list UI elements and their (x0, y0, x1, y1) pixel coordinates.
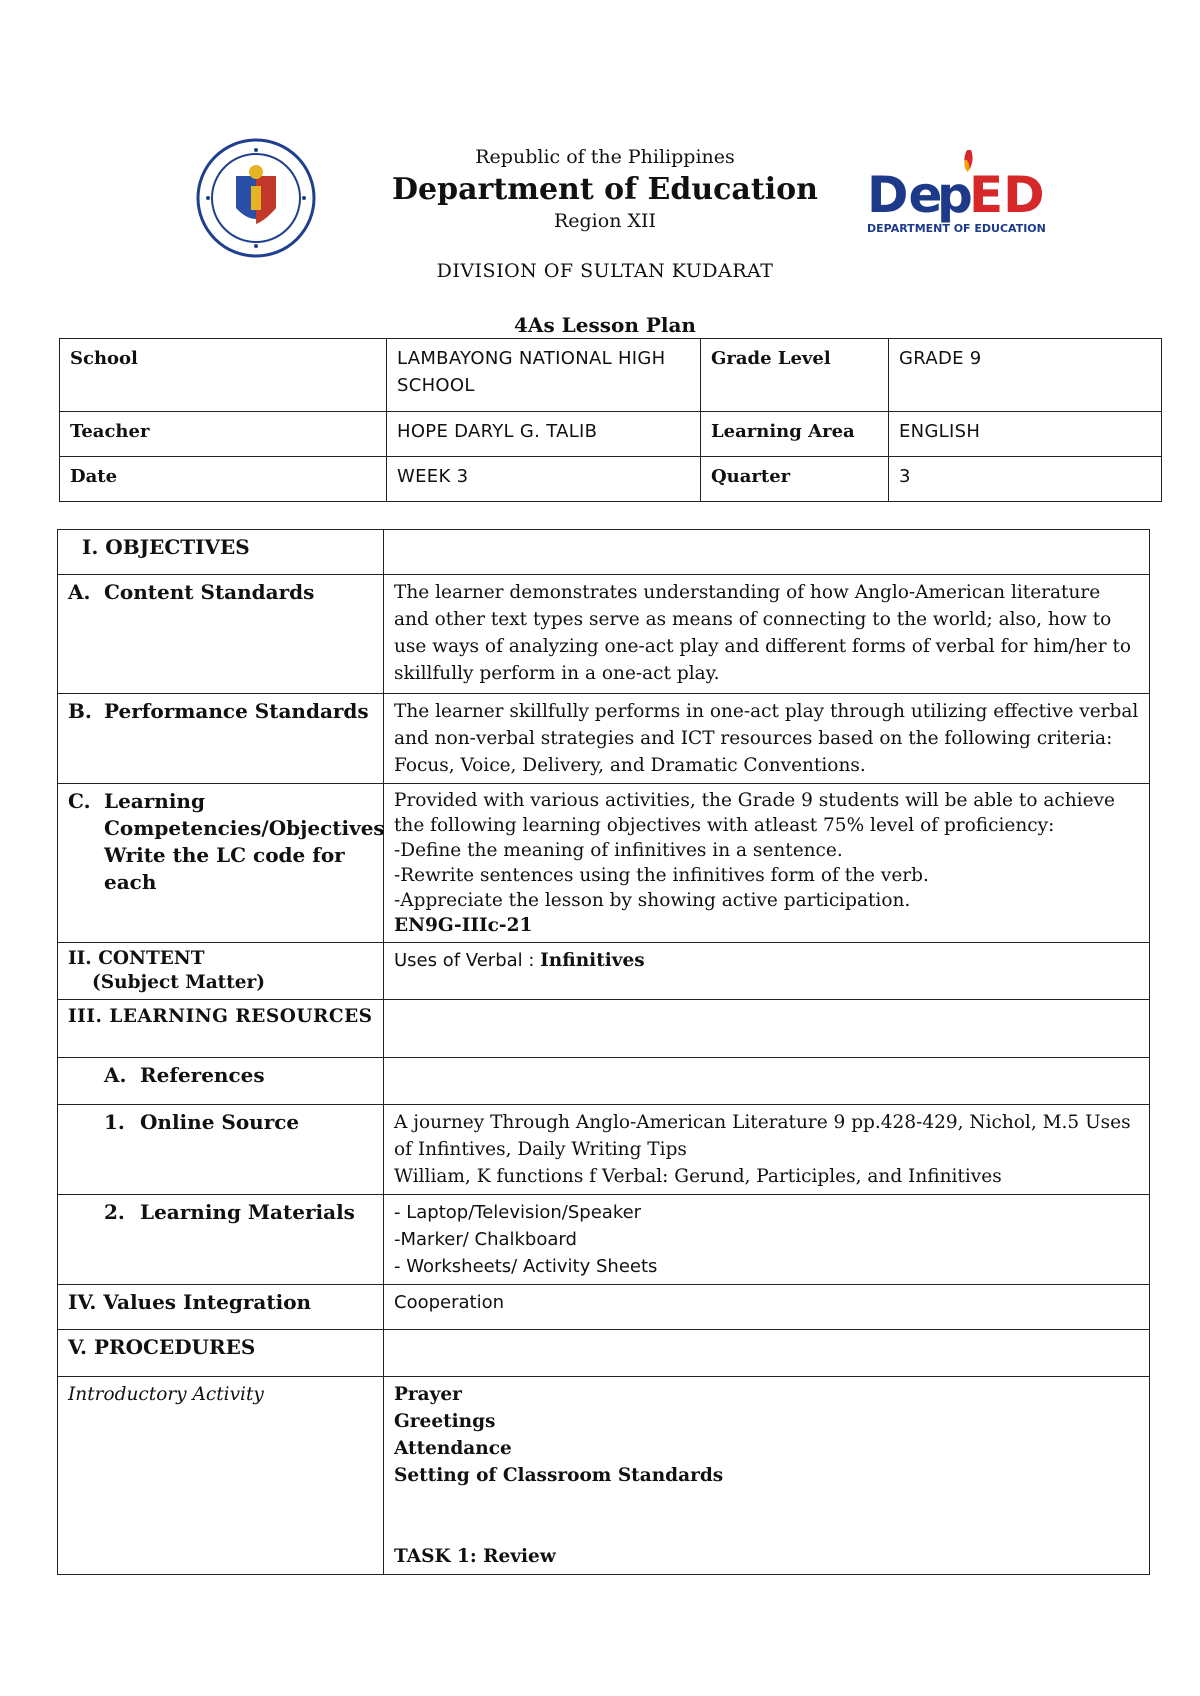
references-empty (384, 1058, 1150, 1105)
references-letter: A. (104, 1063, 127, 1087)
competencies-intro: Provided with various activities, the Grade 9 students will be able to achieve the following learning objectives with atleast 75% level of proficiency: (394, 790, 1115, 836)
school-value: LAMBAYONG NATIONAL HIGH SCHOOL (387, 339, 701, 412)
teacher-value: HOPE DARYL G. TALIB (387, 412, 701, 457)
intro-item: Setting of Classroom Standards (394, 1465, 724, 1486)
svg-text:ED: ED (969, 166, 1045, 224)
quarter-label: Quarter (701, 457, 889, 502)
learning-materials-content (384, 1195, 1150, 1285)
area-value: ENGLISH (889, 412, 1162, 457)
performance-standards-title: Performance Standards (104, 699, 369, 723)
header-division: DIVISION OF SULTAN KUDARAT (436, 260, 774, 282)
info-table (59, 338, 1162, 502)
material-item: - Worksheets/ Activity Sheets (394, 1256, 658, 1277)
references-label (58, 1058, 384, 1105)
header-republic: Republic of the Philippines (475, 146, 735, 168)
competencies-title: Learning Competencies/Objectives Write the LC code for each (104, 789, 385, 894)
date-value: WEEK 3 (387, 457, 701, 502)
school-label: School (60, 339, 387, 412)
content-value (384, 943, 1150, 1000)
online-source-line: A journey Through Anglo-American Literature 9 pp.428-429, Nichol, M.5 Uses of Infintives, Daily Writing Tips (394, 1112, 1131, 1160)
learning-materials-number: 2. (104, 1200, 125, 1224)
performance-standards-label (58, 694, 384, 784)
online-source-line: William, K functions f Verbal: Gerund, Participles, and Infinitives (394, 1166, 1002, 1187)
intro-item: Prayer (394, 1384, 462, 1405)
competency-item: -Define the meaning of infinitives in a sentence. (394, 840, 843, 861)
content-heading: II. CONTENT (68, 948, 205, 969)
content-standards-text: The learner demonstrates understanding of how Anglo-American literature and other text types serve as means of connecting to the world; also, how to use ways of analyzing one-act play and different forms of verbal for him/her to skillfully perform in a one-act play. (384, 575, 1150, 694)
grade-value: GRADE 9 (889, 339, 1162, 412)
svg-text:p: p (937, 166, 973, 224)
grade-label: Grade Level (701, 339, 889, 412)
procedures-heading: V. PROCEDURES (58, 1330, 384, 1377)
content-label (58, 943, 384, 1000)
competency-item: -Appreciate the lesson by showing active participation. (394, 890, 911, 911)
content-standards-label (58, 575, 384, 694)
competencies-label (58, 784, 384, 943)
quarter-value: 3 (889, 457, 1162, 502)
intro-item: Greetings (394, 1411, 496, 1432)
competencies-letter: C. (68, 789, 91, 813)
deped-logo-icon (865, 142, 1055, 242)
procedures-empty (384, 1330, 1150, 1377)
intro-spacer (394, 1489, 1139, 1543)
learning-resources-empty (384, 1000, 1150, 1058)
introductory-activity-label: Introductory Activity (58, 1377, 384, 1575)
lesson-plan-title: 4As Lesson Plan (514, 313, 696, 337)
material-item: - Laptop/Television/Speaker (394, 1202, 642, 1223)
intro-item: Attendance (394, 1438, 512, 1459)
competencies-content (384, 784, 1150, 943)
references-title: References (140, 1063, 265, 1087)
learning-materials-label (58, 1195, 384, 1285)
svg-text:DEPARTMENT OF EDUCATION: DEPARTMENT OF EDUCATION (867, 222, 1046, 235)
online-source-title: Online Source (140, 1110, 300, 1134)
date-label: Date (60, 457, 387, 502)
content-standards-title: Content Standards (104, 580, 315, 604)
objectives-heading: I. OBJECTIVES (58, 530, 384, 575)
header-department: Department of Education (392, 172, 818, 207)
area-label: Learning Area (701, 412, 889, 457)
values-integration-label: IV. Values Integration (58, 1285, 384, 1330)
material-item: -Marker/ Chalkboard (394, 1229, 577, 1250)
content-topic: Infinitives (540, 950, 645, 971)
learning-materials-title: Learning Materials (140, 1200, 355, 1224)
teacher-label: Teacher (60, 412, 387, 457)
performance-standards-letter: B. (68, 699, 92, 723)
svg-text:De: De (867, 166, 943, 224)
learning-resources-label: III. LEARNING RESOURCES (58, 1000, 384, 1058)
task-label: TASK 1: Review (394, 1546, 556, 1567)
content-standards-letter: A. (68, 580, 91, 604)
introductory-activity-content (384, 1377, 1150, 1575)
competency-item: -Rewrite sentences using the infinitives form of the verb. (394, 865, 929, 886)
online-source-number: 1. (104, 1110, 125, 1134)
online-source-content (384, 1105, 1150, 1195)
values-integration-value: Cooperation (384, 1285, 1150, 1330)
performance-standards-text: The learner skillfully performs in one-act play through utilizing effective verbal and non-verbal strategies and ICT resources based on the following criteria: Focus, Voice, Delivery, and Dramatic Conventions. (384, 694, 1150, 784)
content-prefix: Uses of Verbal : (394, 950, 541, 971)
competency-code: EN9G-IIIc-21 (394, 915, 533, 936)
lesson-plan-table (57, 529, 1150, 1575)
header-region: Region XII (553, 210, 657, 232)
content-subheading: (Subject Matter) (92, 972, 266, 993)
online-source-label (58, 1105, 384, 1195)
objectives-empty (384, 530, 1150, 575)
